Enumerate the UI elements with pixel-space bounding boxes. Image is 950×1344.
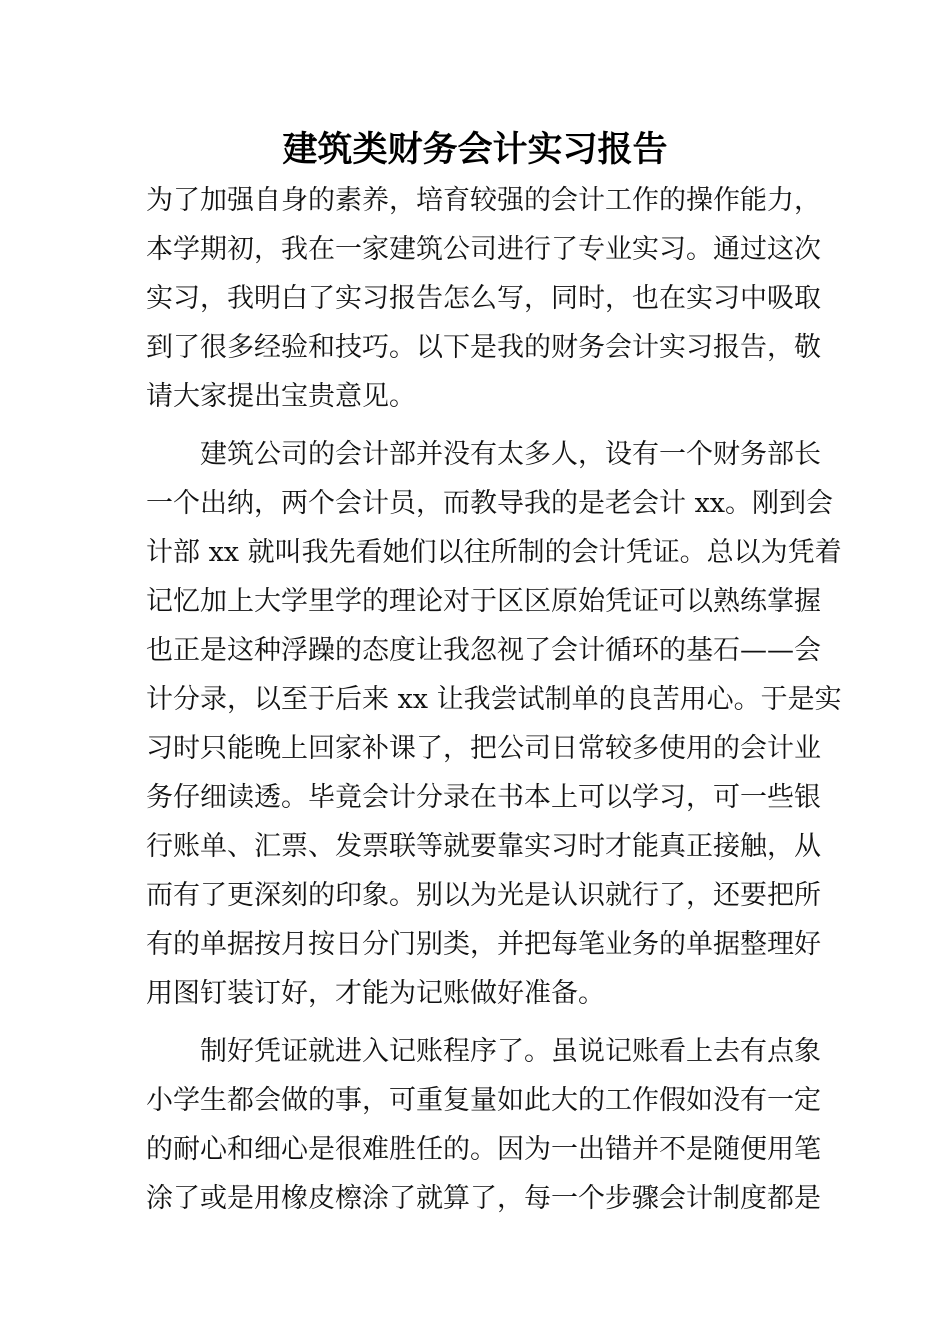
text-line: 的耐心和细心是很难胜任的。因为一出错并不是随便用笔 bbox=[146, 1134, 821, 1165]
text-line: 用图钉装订好，才能为记账做好准备。 bbox=[146, 978, 605, 1009]
text-line: 小学生都会做的事，可重复量如此大的工作假如没有一定 bbox=[146, 1085, 821, 1116]
paragraph-bookkeeping bbox=[146, 1027, 821, 1223]
text-line: 为了加强自身的素养，培育较强的会计工作的操作能力， bbox=[146, 185, 821, 216]
text-line: 也正是这种浮躁的态度让我忽视了会计循环的基石——会 bbox=[146, 635, 821, 666]
text-line: 建筑公司的会计部并没有太多人，设有一个财务部长 bbox=[146, 439, 821, 470]
text-line: 本学期初，我在一家建筑公司进行了专业实习。通过这次 bbox=[146, 234, 821, 265]
text-line: 有的单据按月按日分门别类，并把每笔业务的单据整理好 bbox=[146, 929, 821, 960]
text-line: 一个出纳，两个会计员，而教导我的是老会计 xx。刚到会 bbox=[146, 488, 834, 519]
text-line: 行账单、汇票、发票联等就要靠实习时才能真正接触，从 bbox=[146, 831, 821, 862]
text-line: 习时只能晚上回家补课了，把公司日常较多使用的会计业 bbox=[146, 733, 821, 764]
text-line: 记忆加上大学里学的理论对于区区原始凭证可以熟练掌握 bbox=[146, 586, 821, 617]
text-line: 制好凭证就进入记账程序了。虽说记账看上去有点象 bbox=[146, 1036, 821, 1067]
text-line: 涂了或是用橡皮檫涂了就算了，每一个步骤会计制度都是 bbox=[146, 1183, 821, 1214]
paragraph-accounting-department bbox=[146, 430, 842, 1018]
text-line: 计分录，以至于后来 xx 让我尝试制单的良苦用心。于是实 bbox=[146, 684, 842, 715]
text-line: 实习，我明白了实习报告怎么写，同时，也在实习中吸取 bbox=[146, 283, 821, 314]
document-title: 建筑类财务会计实习报告 bbox=[282, 130, 668, 170]
text-line: 而有了更深刻的印象。别以为光是认识就行了，还要把所 bbox=[146, 880, 821, 911]
paragraph-intro bbox=[146, 176, 821, 421]
text-line: 请大家提出宝贵意见。 bbox=[146, 381, 416, 412]
text-line: 计部 xx 就叫我先看她们以往所制的会计凭证。总以为凭着 bbox=[146, 537, 842, 568]
text-line: 到了很多经验和技巧。以下是我的财务会计实习报告，敬 bbox=[146, 332, 821, 363]
text-line: 务仔细读透。毕竟会计分录在书本上可以学习，可一些银 bbox=[146, 782, 821, 813]
document-body bbox=[146, 176, 842, 1232]
